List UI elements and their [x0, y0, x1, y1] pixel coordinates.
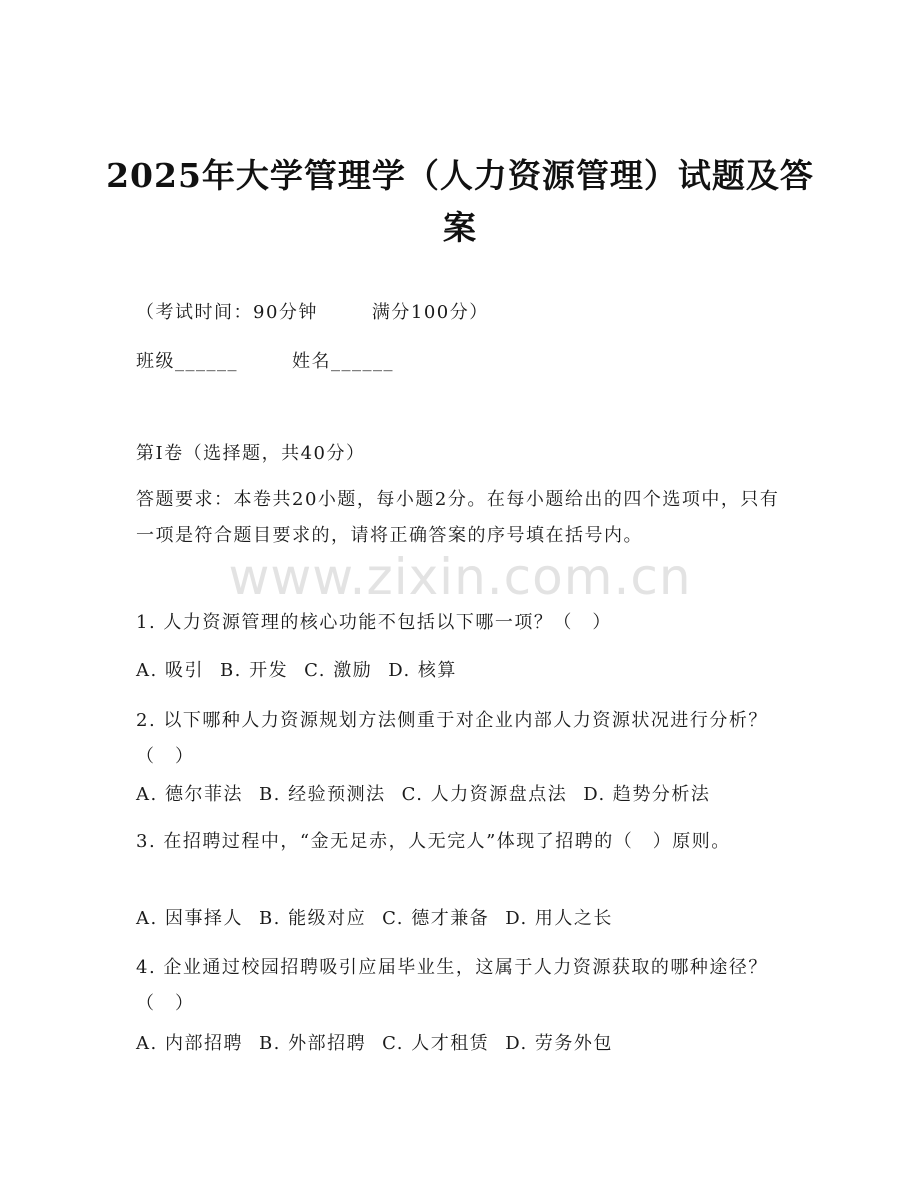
- option-c[interactable]: C. 人力资源盘点法: [401, 784, 568, 805]
- page-title: 2025年大学管理学（人力资源管理）试题及答案: [106, 156, 814, 247]
- option-b[interactable]: B. 开发: [219, 660, 289, 681]
- option-d[interactable]: D. 核算: [388, 660, 457, 681]
- option-c[interactable]: C. 激励: [304, 660, 373, 681]
- question-stem-1: 1. 人力资源管理的核心功能不包括以下哪一项？（ ）: [136, 612, 612, 633]
- watermark: www.zixin.com.cn: [228, 548, 692, 606]
- option-b[interactable]: B. 外部招聘: [258, 1033, 367, 1054]
- question-stem-2: 2. 以下哪种人力资源规划方法侧重于对企业内部人力资源状况进行分析？（ ）: [136, 710, 768, 767]
- section-title: 第Ⅰ卷（选择题，共40分）: [136, 443, 366, 464]
- exam-info: [136, 295, 786, 331]
- option-a[interactable]: A. 因事择人: [136, 908, 243, 929]
- question-options-3: [136, 901, 786, 937]
- name-field[interactable]: 姓名______: [292, 351, 394, 372]
- student-info: [136, 344, 786, 380]
- option-a[interactable]: A. 内部招聘: [136, 1033, 243, 1054]
- class-field[interactable]: 班级______: [136, 351, 238, 372]
- question-options-4: [136, 1026, 786, 1062]
- question-options-1: [136, 653, 786, 689]
- question-options-2: [136, 777, 786, 813]
- instructions: 答题要求：本卷共20小题，每小题2分。在每小题给出的四个选项中，只有一项是符合题目要求的，请将正确答案的序号填在括号内。: [136, 489, 780, 546]
- option-d[interactable]: D. 用人之长: [505, 908, 613, 929]
- exam-time: （考试时间：90分钟: [136, 302, 318, 323]
- option-d[interactable]: D. 趋势分析法: [583, 784, 711, 805]
- full-score: 满分100分）: [371, 302, 489, 323]
- option-a[interactable]: A. 吸引: [136, 660, 204, 681]
- option-b[interactable]: B. 经验预测法: [258, 784, 386, 805]
- question-stem-3: 3. 在招聘过程中，“金无足赤，人无完人”体现了招聘的（ ）原则。: [136, 831, 731, 852]
- option-b[interactable]: B. 能级对应: [258, 908, 367, 929]
- option-a[interactable]: A. 德尔菲法: [136, 784, 243, 805]
- option-d[interactable]: D. 劳务外包: [505, 1033, 613, 1054]
- option-c[interactable]: C. 人才租赁: [382, 1033, 490, 1054]
- question-stem-4: 4. 企业通过校园招聘吸引应届毕业生，这属于人力资源获取的哪种途径？（ ）: [136, 957, 768, 1014]
- option-c[interactable]: C. 德才兼备: [382, 908, 490, 929]
